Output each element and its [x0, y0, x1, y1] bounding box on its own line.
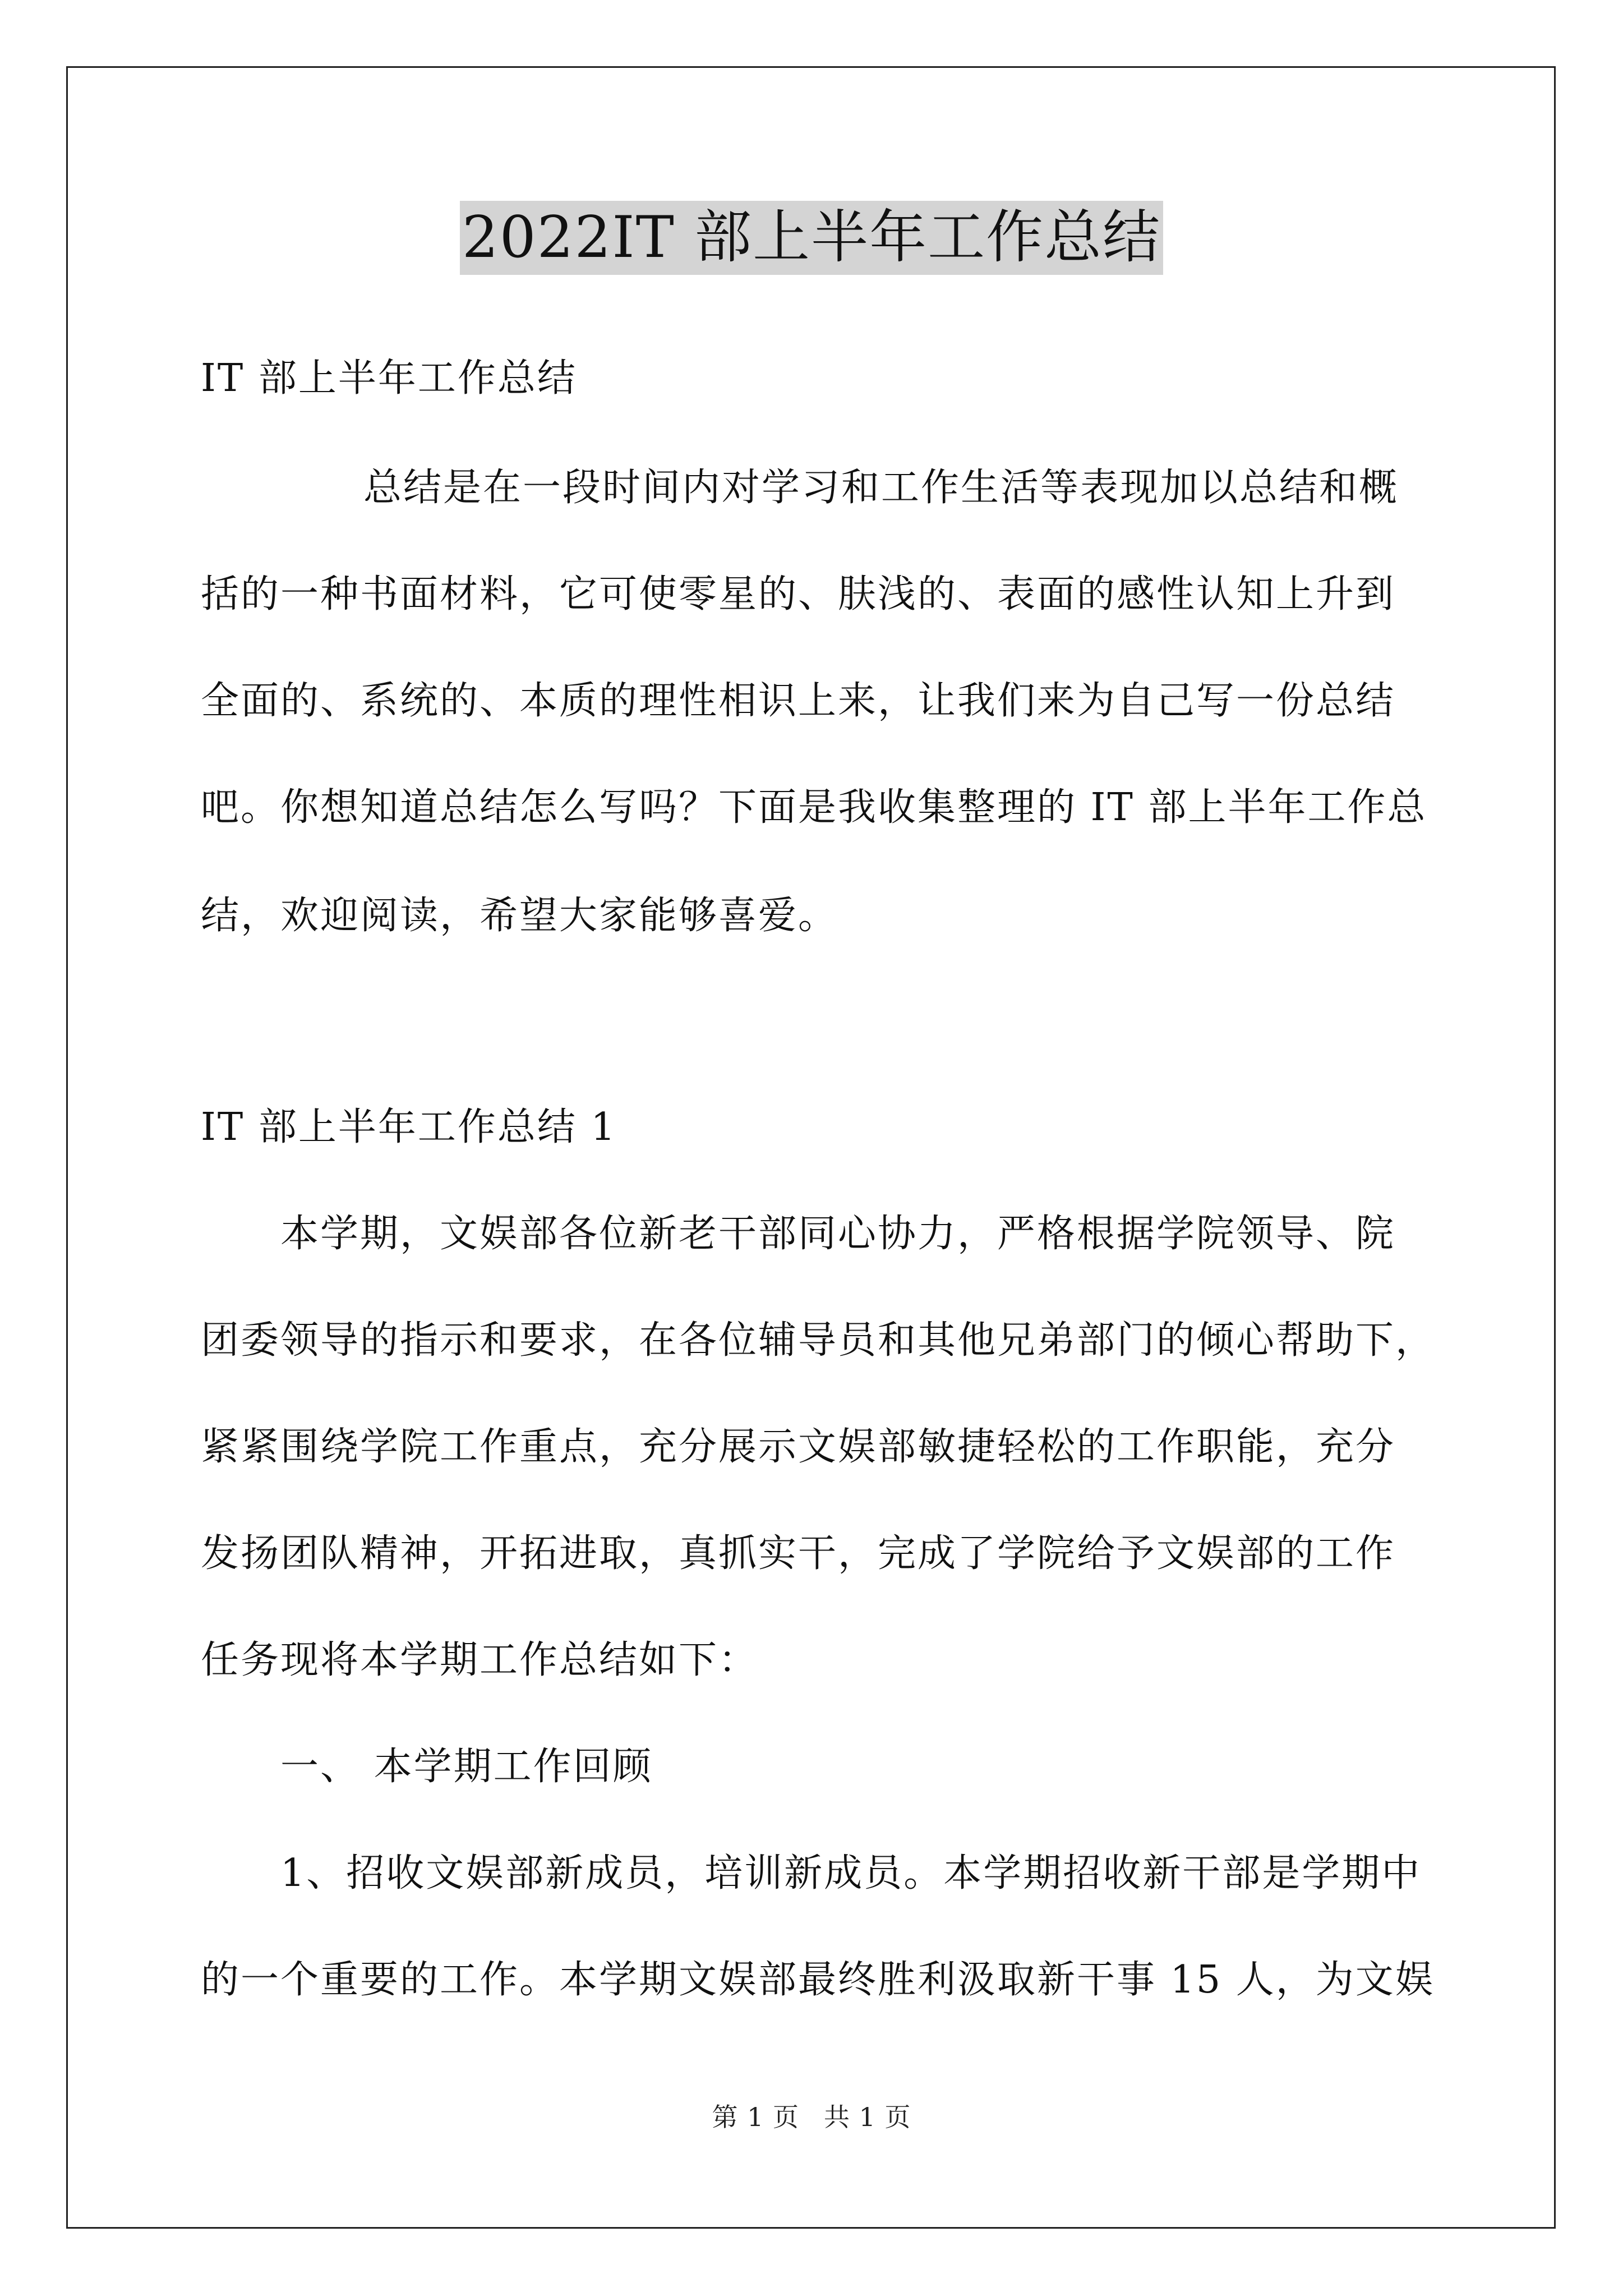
- paragraph-line: 吧。你想知道总结怎么写吗？下面是我收集整理的 IT 部上半年工作总: [201, 785, 1427, 830]
- paragraph-line: 紧紧围绕学院工作重点，充分展示文娱部敏捷轻松的工作职能，充分: [201, 1425, 1396, 1469]
- paragraph-line: 任务现将本学期工作总结如下：: [201, 1638, 759, 1682]
- page-footer: [0, 2097, 1623, 2134]
- document-title: 2022IT 部上半年工作总结: [460, 201, 1163, 275]
- paragraph-line: 括的一种书面材料，它可使零星的、肤浅的、表面的感性认知上升到: [201, 572, 1396, 616]
- title-block: [0, 201, 1623, 275]
- paragraph-line: 结，欢迎阅读，希望大家能够喜爱。: [201, 894, 838, 938]
- page-number: 第 1 页: [712, 2102, 799, 2132]
- section-heading: IT 部上半年工作总结 1: [201, 1105, 617, 1149]
- paragraph-line: 发扬团队精神，开拓进取，真抓实干，完成了学院给予文娱部的工作: [201, 1531, 1396, 1576]
- subsection-heading: 一、 本学期工作回顾: [280, 1745, 653, 1789]
- page-total: 共 1 页: [824, 2102, 911, 2132]
- paragraph-line: 总结是在一段时间内对学习和工作生活等表现加以总结和概: [363, 466, 1399, 510]
- subtitle-line: IT 部上半年工作总结: [201, 356, 577, 401]
- paragraph-line: 本学期，文娱部各位新老干部同心协力，严格根据学院领导、院: [280, 1212, 1396, 1256]
- paragraph-line: 团委领导的指示和要求，在各位辅导员和其他兄弟部门的倾心帮助下，: [201, 1318, 1436, 1363]
- paragraph-line: 的一个重要的工作。本学期文娱部最终胜利汲取新干事 15 人，为文娱: [201, 1958, 1435, 2002]
- paragraph-line: 全面的、系统的、本质的理性相识上来，让我们来为自己写一份总结: [201, 679, 1396, 723]
- paragraph-line: 1、招收文娱部新成员，培训新成员。本学期招收新干部是学期中: [280, 1851, 1422, 1895]
